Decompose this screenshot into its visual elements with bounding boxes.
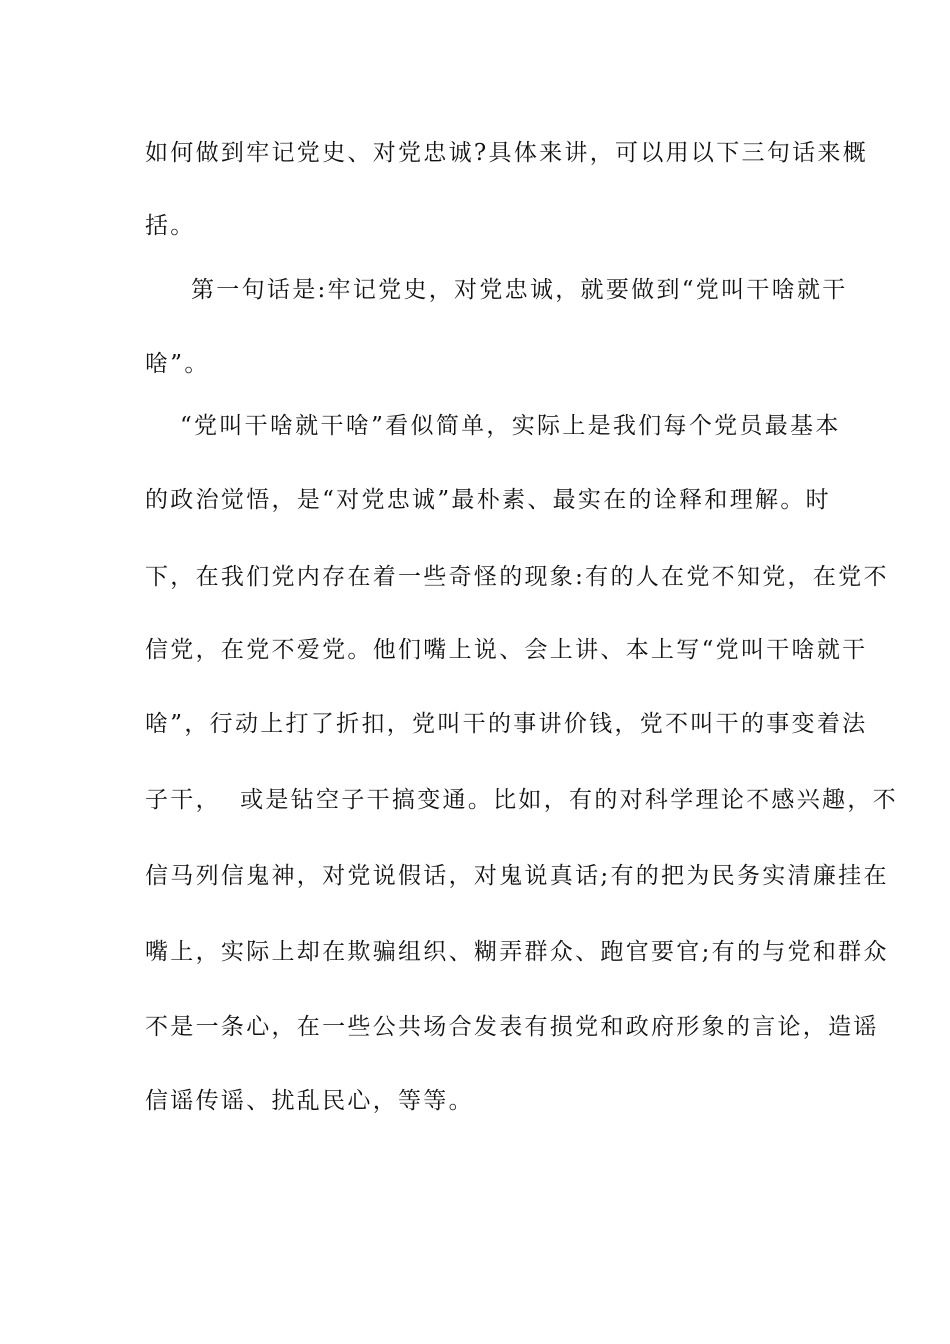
- text-line-2: 括。: [145, 213, 196, 239]
- paragraph-main-line-8: 嘴上，实际上却在欺骗组织、糊弄群众、跑官要官;有的与党和群众: [145, 939, 889, 965]
- paragraph-main-line-7: 信马列信鬼神，对党说假话，对鬼说真话;有的把为民务实清廉挂在: [145, 863, 889, 889]
- paragraph-main-line-3: 下，在我们党内存在着一些奇怪的现象:有的人在党不知党，在党不: [145, 564, 889, 590]
- paragraph-main-line-5: 啥”，行动上打了折扣，党叫干的事讲价钱，党不叫干的事变着法: [145, 711, 868, 737]
- paragraph-main-line-6: 子干， 或是钻空子干搞变通。比如，有的对科学理论不感兴趣，不: [145, 787, 898, 813]
- paragraph-main-line-4: 信党，在党不爱党。他们嘴上说、会上讲、本上写“党叫干啥就干: [145, 637, 868, 663]
- paragraph-main-line-10: 信谣传谣、扰乱民心，等等。: [145, 1088, 474, 1114]
- paragraph-first-sentence-line-2: 啥”。: [145, 351, 210, 377]
- paragraph-main-line-1: “党叫干啥就干啥”看似简单，实际上是我们每个党员最基本: [180, 413, 841, 439]
- paragraph-main-line-2: 的政治觉悟，是“对党忠诚”最朴素、最实在的诠释和理解。时: [145, 487, 831, 513]
- text-line-1: 如何做到牢记党史、对党忠诚?具体来讲，可以用以下三句话来概: [145, 140, 869, 166]
- paragraph-first-sentence-line-1: 第一句话是:牢记党史，对党忠诚，就要做到“党叫干啥就干: [191, 277, 848, 303]
- paragraph-main-line-9: 不是一条心，在一些公共场合发表有损党和政府形象的言论，造谣: [145, 1014, 879, 1040]
